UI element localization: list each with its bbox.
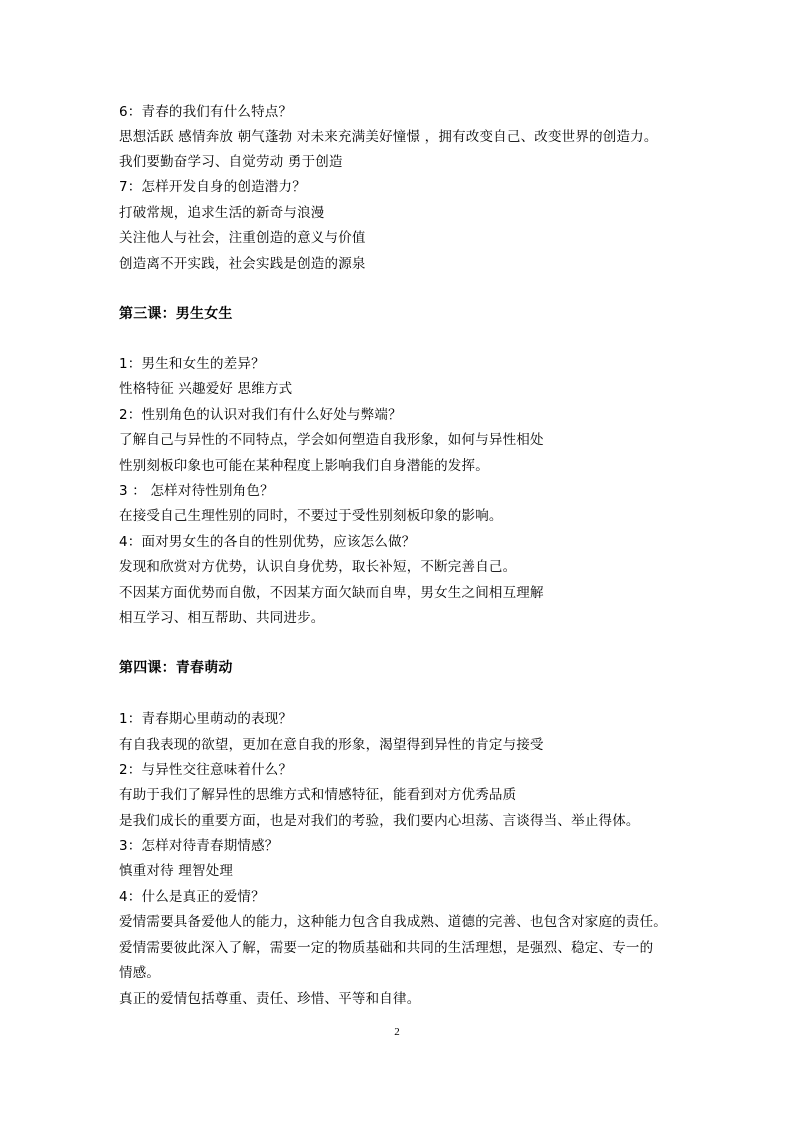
answer-line: 发现和欣赏对方优势，认识自身优势，取长补短，不断完善自己。 (119, 559, 517, 575)
question-4: 4：面对男女生的各自的性别优势，应该怎么做？ (119, 534, 416, 550)
question-2: 2：性别角色的认识对我们有什么好处与弊端？ (119, 407, 402, 423)
answer-line: 真正的爱情包括尊重、责任、珍惜、平等和自律。 (119, 991, 421, 1007)
answer-line: 不因某方面优势而自傲，不因某方面欠缺而自卑，男女生之间相互理解 (119, 585, 544, 601)
question-4: 4：什么是真正的爱情？ (119, 889, 265, 905)
answer-line: 思想活跃 感情奔放 朝气蓬勃 对未来充满美好憧憬 ，拥有改变自己、改变世界的创造力。 (119, 129, 658, 145)
question-7: 7：怎样开发自身的创造潜力？ (119, 179, 306, 195)
answer-line: 慎重对待 理智处理 (119, 863, 234, 879)
answer-line: 有助于我们了解异性的思维方式和情感特征，能看到对方优秀品质 (119, 787, 517, 803)
answer-line: 情感。 (119, 965, 161, 981)
answer-line: 性格特征 兴趣爱好 思维方式 (119, 381, 293, 397)
answer-line: 相互学习、相互帮助、共同进步。 (119, 610, 325, 626)
lesson-4-heading: 第四课：青春萌动 (119, 660, 233, 676)
answer-line: 打破常规，追求生活的新奇与浪漫 (119, 205, 325, 221)
question-1: 1：男生和女生的差异？ (119, 356, 265, 372)
question-1: 1：青春期心里萌动的表现？ (119, 711, 293, 727)
answer-line: 关注他人与社会，注重创造的意义与价值 (119, 230, 366, 246)
page-number: 2 (394, 1026, 400, 1038)
answer-line: 创造离不开实践，社会实践是创造的源泉 (119, 256, 366, 272)
answer-line: 有自我表现的欲望，更加在意自我的形象，渴望得到异性的肯定与接受 (119, 737, 544, 753)
answer-line: 爱情需要彼此深入了解，需要一定的物质基础和共同的生活理想，是强烈、稳定、专一的 (119, 940, 654, 956)
question-6: 6：青春的我们有什么特点？ (119, 104, 293, 120)
answer-line: 爱情需要具备爱他人的能力，这种能力包含自我成熟、道德的完善、也包含对家庭的责任。 (119, 914, 667, 930)
answer-line: 是我们成长的重要方面，也是对我们的考验，我们要内心坦荡、言谈得当、举止得体。 (119, 813, 640, 829)
answer-line: 了解自己与异性的不同特点，学会如何塑造自我形象，如何与异性相处 (119, 432, 544, 448)
lesson-3-heading: 第三课：男生女生 (119, 306, 233, 322)
question-2: 2：与异性交往意味着什么？ (119, 762, 293, 778)
question-3: 3 ： 怎样对待性别角色？ (119, 483, 274, 499)
answer-line: 性别刻板印象也可能在某种程度上影响我们自身潜能的发挥。 (119, 458, 489, 474)
answer-line: 在接受自己生理性别的同时，不要过于受性别刻板印象的影响。 (119, 508, 503, 524)
answer-line: 我们要勤奋学习、自觉劳动 勇于创造 (119, 154, 343, 170)
question-3: 3：怎样对待青春期情感？ (119, 838, 279, 854)
